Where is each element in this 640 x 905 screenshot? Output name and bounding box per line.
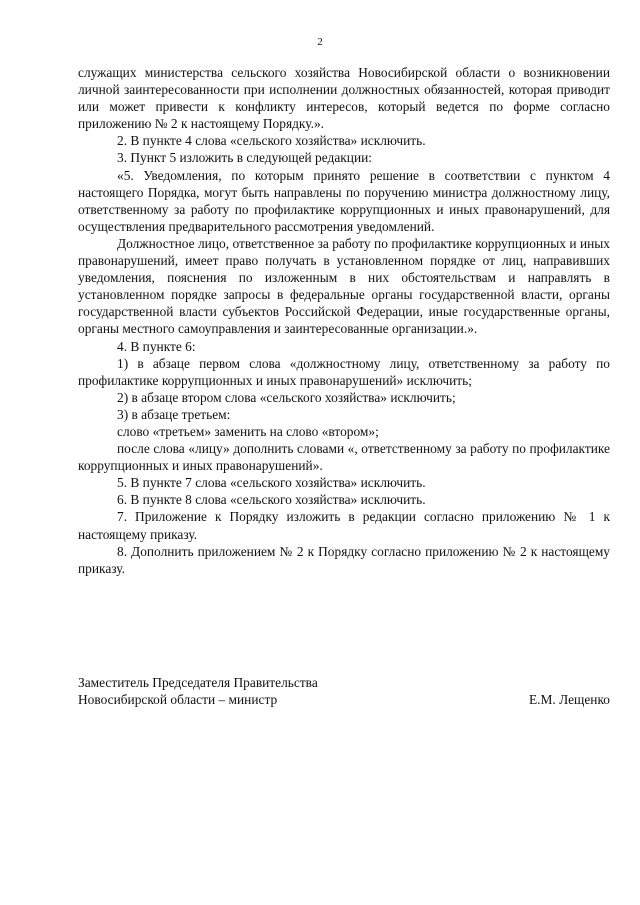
paragraph-word-add: после слова «лицу» дополнить словами «, ответственному за работу по профилактике коррупционных и иных правонарушений».: [78, 441, 610, 474]
paragraph-continuation: служащих министерства сельского хозяйства Новосибирской области о возникновении личной заинтересованности при исполнении должностных обязанностей, которая приводит или может привести к конфликту интересов, который ведется по форме согласно приложению № 2 к настоящему Порядку.».: [78, 65, 610, 132]
signature-line: [78, 691, 610, 708]
signer-name: Е.М. Лещенко: [528, 692, 610, 708]
document-body: [78, 64, 610, 577]
paragraph-item-7: 7. Приложение к Порядку изложить в редакции согласно приложению № 1 к настоящему приказу.: [78, 509, 610, 542]
page-number: 2: [317, 36, 323, 48]
paragraph-official-rights: Должностное лицо, ответственное за работу по профилактике коррупционных и иных правонарушений, имеет право получать в установленном порядке от лиц, направивших уведомления, пояснения по изложенным в них обстоятельствам и направлять в установленном порядке запросы в федеральные органы государственной власти, органы государственной власти субъектов Российской Федерации, иные государственные органы, органы местного самоуправления и заинтересованные организации.».: [78, 235, 610, 337]
paragraph-clause-5: «5. Уведомления, по которым принято решение в соответствии с пунктом 4 настоящего Порядка, могут быть направлены по поручению министра должностному лицу, ответственному за работу по профилактике коррупционных и иных правонарушений, для осуществления предварительного рассмотрения уведомлений.: [78, 167, 610, 234]
signer-position-line1: Заместитель Председателя Правительства: [78, 675, 318, 690]
signer-position-line2: Новосибирской области – министр: [78, 692, 278, 708]
paragraph-item-2: 2. В пункте 4 слова «сельского хозяйства» исключить.: [117, 133, 426, 149]
paragraph-item-6: 6. В пункте 8 слова «сельского хозяйства» исключить.: [117, 492, 426, 508]
paragraph-item-3: 3. Пункт 5 изложить в следующей редакции:: [117, 150, 373, 166]
paragraph-item-5: 5. В пункте 7 слова «сельского хозяйства» исключить.: [117, 475, 426, 491]
paragraph-subitem-3: 3) в абзаце третьем:: [117, 406, 231, 422]
paragraph-item-8: 8. Дополнить приложением № 2 к Порядку согласно приложению № 2 к настоящему приказу.: [78, 543, 610, 576]
paragraph-item-4: 4. В пункте 6:: [117, 338, 196, 354]
signature-block: [78, 674, 610, 708]
paragraph-word-replace: слово «третьем» заменить на слово «втором»;: [117, 423, 379, 439]
paragraph-subitem-1: 1) в абзаце первом слова «должностному лицу, ответственному за работу по профилактике коррупционных и иных правонарушений» исключить;: [78, 355, 610, 388]
paragraph-subitem-2: 2) в абзаце втором слова «сельского хозяйства» исключить;: [117, 389, 456, 405]
